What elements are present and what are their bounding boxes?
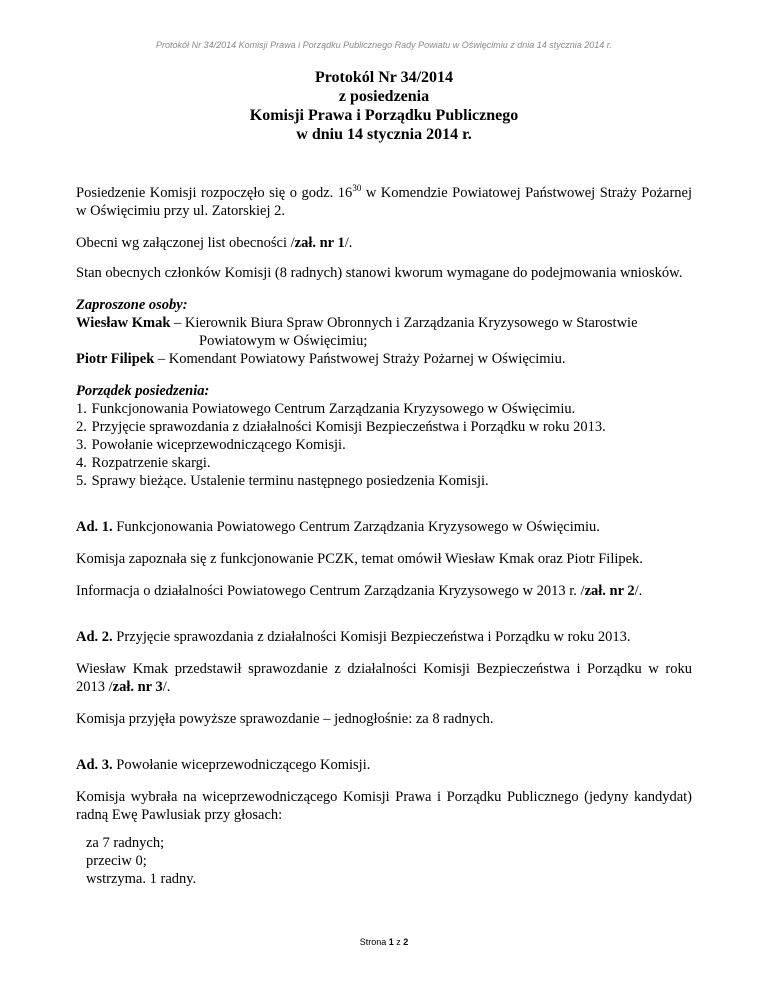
title-line: Protokól Nr 34/2014 xyxy=(314,69,454,86)
agenda-heading: Porządek posiedzenia: xyxy=(76,383,210,399)
document-title xyxy=(0,68,768,144)
title-line: w dniu 14 stycznia 2014 r. xyxy=(296,126,472,143)
vote-list xyxy=(76,834,692,888)
ad2-heading: Ad. 2. Przyjęcie sprawozdania z działalności Komisji Bezpieczeństwa i Porządku w roku 2013. xyxy=(76,629,631,645)
page-total: 2 xyxy=(403,937,409,947)
ad3-paragraph: Komisja wybrała na wiceprzewodniczącego Komisji Prawa i Porządku Publicznego (jedyny kandydat) radną Ewę Pawlusiak przy głosach: xyxy=(76,789,692,823)
title-line: Komisji Prawa i Porządku Publicznego xyxy=(249,107,519,124)
agenda-item: 4. Rozpatrzenie skargi. xyxy=(76,455,211,471)
running-header: Protokół Nr 34/2014 Komisji Prawa i Porządku Publicznego Rady Powiatu w Oświęcimiu z dnia 14 stycznia 2014 r. xyxy=(156,40,612,50)
ad3-heading: Ad. 3. Powołanie wiceprzewodniczącego Komisji. xyxy=(76,757,371,773)
vote-item: wstrzyma. 1 radny. xyxy=(86,871,197,887)
guest-item: Piotr Filipek – Komendant Powiatowy Państwowej Straży Pożarnej w Oświęcimiu. xyxy=(76,351,566,367)
intro-start: Posiedzenie Komisji rozpoczęło się o godz. $16^{30}$ w Komendzie Powiatowej Państwowej Straży Pożarnej w Oświęcimiu przy ul. Zatorskiej 2. xyxy=(76,183,692,219)
page-footer: Strona 1 z 2 xyxy=(359,937,409,947)
agenda-list xyxy=(76,400,692,490)
title-line: z posiedzenia xyxy=(338,88,430,105)
ad2-paragraph: Wiesław Kmak przedstawił sprawozdanie z działalności Komisji Bezpieczeństwa i Porządku w roku 2013 /zał. nr 3/. xyxy=(76,661,692,695)
guest-item: Wiesław Kmak – Kierownik Biura Spraw Obronnych i Zarządzania Kryzysowego w Starostwie xyxy=(76,315,638,331)
time-superscript: 30 xyxy=(352,183,362,194)
agenda-item: 2. Przyjęcie sprawozdania z działalności Komisji Bezpieczeństwa i Porządku w roku 2013. xyxy=(76,419,606,435)
agenda-item: 3. Powołanie wiceprzewodniczącego Komisji. xyxy=(76,437,346,453)
document-body xyxy=(76,184,692,888)
intro-attendance: Obecni wg załączonej list obecności /zał. nr 1/. xyxy=(76,235,353,251)
agenda-item: 1. Funkcjonowania Powiatowego Centrum Zarządzania Kryzysowego w Oświęcimiu. xyxy=(76,401,576,417)
guests-heading: Zaproszone osoby: xyxy=(76,297,188,313)
guest-item-cont: Powiatowym w Oświęcimiu; xyxy=(199,333,368,349)
agenda-item: 5. Sprawy bieżące. Ustalenie terminu następnego posiedzenia Komisji. xyxy=(76,473,489,489)
ad2-paragraph: Komisja przyjęła powyższe sprawozdanie – jednogłośnie: za 8 radnych. xyxy=(76,711,494,727)
vote-item: za 7 radnych; xyxy=(86,835,165,851)
ad1-paragraph: Komisja zapoznała się z funkcjonowanie PCZK, temat omówił Wiesław Kmak oraz Piotr Filipek. xyxy=(76,551,643,567)
ad1-paragraph: Informacja o działalności Powiatowego Centrum Zarządzania Kryzysowego w 2013 r. /zał. nr 2/. xyxy=(76,583,643,599)
ad1-heading: Ad. 1. Funkcjonowania Powiatowego Centrum Zarządzania Kryzysowego w Oświęcimiu. xyxy=(76,519,600,535)
page-current: 1 xyxy=(388,937,394,947)
intro-quorum: Stan obecnych członków Komisji (8 radnych) stanowi kworum wymagane do podejmowania wniosków. xyxy=(76,265,683,281)
vote-item: przeciw 0; xyxy=(86,853,147,869)
